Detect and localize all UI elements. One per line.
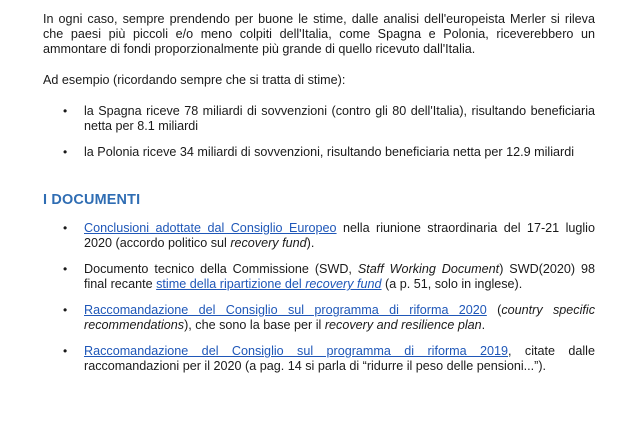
bullet-icon: • [63, 145, 68, 159]
text-span: , citate dalle raccomandazioni per il 2020 (a pag. 14 si parla di “ridurre il peso delle pensioni...”). [84, 344, 595, 373]
bullet-icon: • [63, 104, 68, 118]
link-text-italic: recovery fund [305, 277, 382, 291]
section-title-documents: I DOCUMENTI [43, 192, 141, 208]
bullet-icon: • [63, 262, 68, 276]
list-item-recommendation-2020 [43, 303, 595, 333]
text-span: ( [486, 303, 502, 317]
text-span: ). [306, 236, 315, 250]
list-item-spain [43, 104, 595, 134]
link-recommendation-2019[interactable]: Raccomandazione del Consiglio sul programma di riforma 2019 [84, 344, 509, 358]
paragraph-examples-intro: Ad esempio (ricordando sempre che si tratta di stime): [43, 73, 346, 87]
documents-list [43, 221, 595, 385]
text-span: ), che sono la base per il [184, 318, 325, 332]
text-span-italic: Staff Working Document [357, 262, 500, 276]
text-span-italic: recovery fund [230, 236, 307, 250]
list-item-text: la Polonia riceve 34 miliardi di sovvenzioni, risultando beneficiaria netta per 12.9 miliardi [84, 145, 575, 159]
text-span: Documento tecnico della Commissione (SWD, [84, 262, 358, 276]
text-span: ) SWD(2020) 98 final recante [84, 262, 596, 291]
text-span: (a p. 51, solo in inglese). [381, 277, 523, 291]
link-text: stime della ripartizione del [156, 277, 306, 291]
bullet-icon: • [63, 303, 68, 317]
text-span: nella riunione straordinaria del 17-21 luglio 2020 (accordo politico sul [84, 221, 595, 250]
list-item-poland [43, 145, 595, 160]
link-council-conclusions[interactable]: Conclusioni adottate dal Consiglio Europeo [84, 221, 337, 235]
list-item-technical-document [43, 262, 595, 292]
paragraph-merler-analysis: In ogni caso, sempre prendendo per buone le stime, dalle analisi dell'europeista Merler si rileva che paesi più piccoli e/o meno colpiti dell'Italia, come Spagna e Polonia, riceverebbero un ammontare di fondi proporzionalmente più grande di quello ricevuto dall'Italia. [43, 12, 595, 56]
bullet-icon: • [63, 344, 68, 358]
text-span-italic: country specific recommendations [84, 303, 595, 332]
list-item-text: la Spagna riceve 78 miliardi di sovvenzioni (contro gli 80 dell'Italia), risultando beneficiaria netta per 8.1 miliardi [84, 104, 595, 133]
text-span: . [481, 318, 486, 332]
text-span-italic: recovery and resilience plan [324, 318, 482, 332]
list-item-recommendation-2019 [43, 344, 595, 374]
bullet-icon: • [63, 221, 68, 235]
link-recovery-fund-estimates[interactable] [156, 277, 381, 291]
estimates-list [43, 104, 595, 171]
link-recommendation-2020[interactable]: Raccomandazione del Consiglio sul programma di riforma 2020 [84, 303, 487, 317]
list-item-council-conclusions [43, 221, 595, 251]
